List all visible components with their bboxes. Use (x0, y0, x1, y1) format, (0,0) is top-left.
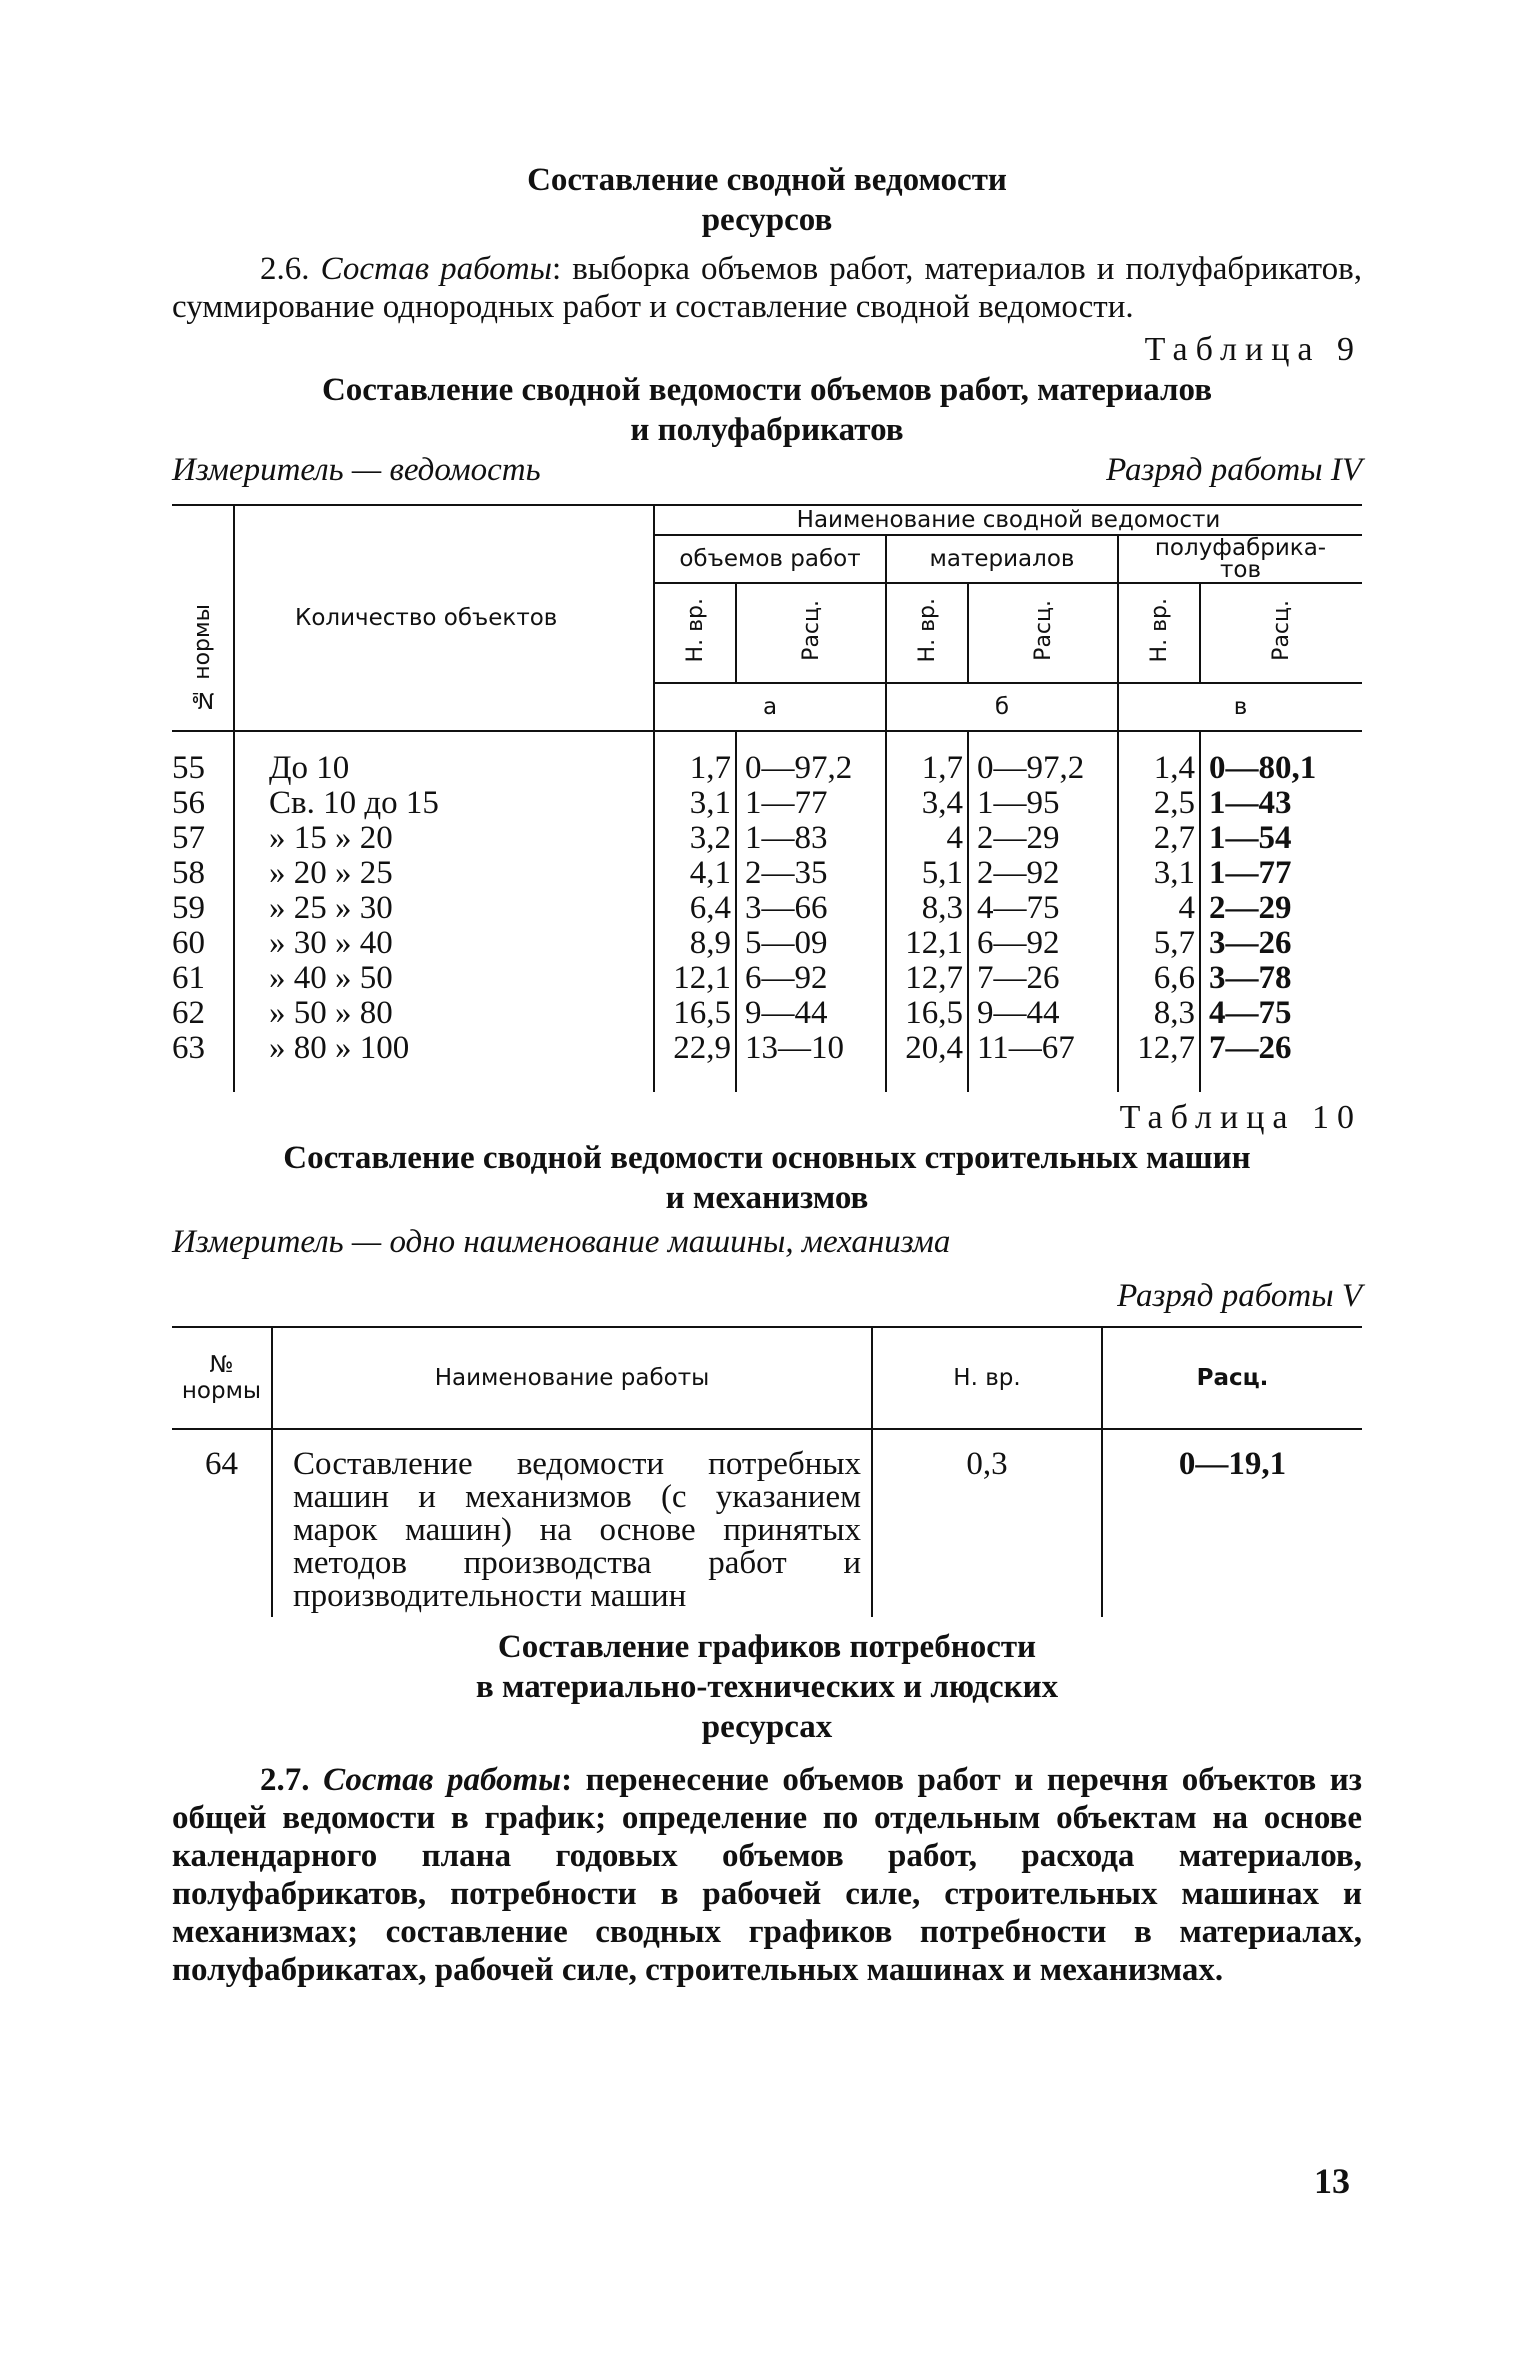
norm-number: 56 (172, 785, 205, 821)
time-norm: 8,9 (654, 926, 736, 961)
object-count: До 10 (234, 751, 654, 786)
header-semifinished: полуфабрика- тов (1118, 535, 1362, 583)
rate: 1—43 (1200, 786, 1362, 821)
rate: 3—78 (1200, 961, 1362, 996)
table-row (172, 1429, 1362, 1617)
rate: 1—95 (968, 786, 1118, 821)
header-rasc: Расц. (1030, 600, 1056, 661)
header-nvr: Н. вр. (682, 598, 708, 663)
norm-number: 58 (172, 855, 205, 891)
table-row (172, 856, 1362, 891)
time-norm: 16,5 (654, 996, 736, 1031)
rate: 3—66 (736, 891, 886, 926)
table-row (172, 961, 1362, 996)
norm-number: 59 (172, 890, 205, 926)
table-title: Составление сводной ведомости основных строительных машин и механизмов (283, 1140, 1251, 1216)
rate: 0—80,1 (1200, 751, 1362, 786)
time-norm: 5,7 (1118, 926, 1200, 961)
header-rasc: Расц. (1102, 1327, 1362, 1429)
table-10 (172, 1326, 1362, 1617)
rate: 2—29 (1200, 891, 1362, 926)
object-count: » 20 » 25 (234, 856, 654, 891)
rate: 5—09 (736, 926, 886, 961)
header-group: Наименование сводной ведомости (654, 505, 1362, 535)
header-quantity: Количество объектов (234, 505, 654, 731)
rate: 4—75 (968, 891, 1118, 926)
paragraph-2-7: 2.7. Состав работы: перенесение объемов работ и перечня объектов из общей ведомости в график; определение по отдельным объектам на основе календарного плана годовых объемов работ, расхода материалов, полуфабрикатов, потребности в рабочей силе, строительных машинах и механизмах; составление сводных графиков потребности в материалах, полуфабрикатах, рабочей силе, строительных машинах и механизмах. (172, 1762, 1363, 1988)
table-label: Таблица 10 (1119, 1099, 1362, 1136)
rate: 1—83 (736, 821, 886, 856)
header-col-a: а (654, 683, 886, 731)
header-col-v: в (1118, 683, 1362, 731)
time-norm: 12,7 (1118, 1031, 1200, 1066)
header-nvr: Н. вр. (1146, 598, 1172, 663)
norm-number: 55 (172, 750, 205, 786)
header-col-b: б (886, 683, 1118, 731)
table-row (172, 926, 1362, 961)
norm-number: 64 (205, 1446, 238, 1482)
rate: 3—26 (1200, 926, 1362, 961)
time-norm: 1,7 (654, 751, 736, 786)
table-9-body (172, 751, 1362, 1066)
header-norm: № нормы (190, 604, 215, 712)
rate: 9—44 (968, 996, 1118, 1031)
table-label: Таблица 9 (1144, 331, 1362, 368)
object-count: » 15 » 20 (234, 821, 654, 856)
object-count: » 30 » 40 (234, 926, 654, 961)
page (172, 160, 1363, 2201)
rate: 0—19,1 (1102, 1429, 1362, 1617)
section-title: Составление графиков потребности в материально-технических и людских ресурсах (475, 1629, 1059, 1745)
time-norm: 16,5 (886, 996, 968, 1031)
work-grade: Разряд работы V (1117, 1278, 1362, 1314)
time-norm: 1,4 (1118, 751, 1200, 786)
table-row (172, 751, 1362, 786)
rate: 4—75 (1200, 996, 1362, 1031)
paragraph-2-6: 2.6. Состав работы: выборка объемов работ, материалов и полуфабрикатов, суммирование однородных работ и составление сводной ведомости. (172, 251, 1362, 325)
time-norm: 1,7 (886, 751, 968, 786)
rate: 7—26 (1200, 1031, 1362, 1066)
time-norm: 3,1 (1118, 856, 1200, 891)
rate: 1—77 (1200, 856, 1362, 891)
table-9 (172, 504, 1362, 1092)
header-rasc: Расц. (798, 600, 824, 661)
time-norm: 20,4 (886, 1031, 968, 1066)
header-rasc: Расц. (1269, 600, 1294, 661)
rate: 2—29 (968, 821, 1118, 856)
table-row (172, 1031, 1362, 1066)
time-norm: 4,1 (654, 856, 736, 891)
time-norm: 4 (886, 821, 968, 856)
time-norm: 2,5 (1118, 786, 1200, 821)
rate: 1—77 (736, 786, 886, 821)
header-norm: № нормы (172, 1327, 272, 1429)
rate: 9—44 (736, 996, 886, 1031)
rate: 7—26 (968, 961, 1118, 996)
time-norm: 8,3 (886, 891, 968, 926)
table-row (172, 786, 1362, 821)
header-volumes: объемов работ (654, 535, 886, 583)
norm-number: 61 (172, 960, 205, 996)
norm-number: 60 (172, 925, 205, 961)
time-norm: 5,1 (886, 856, 968, 891)
rate: 0—97,2 (736, 751, 886, 786)
rate: 1—54 (1200, 821, 1362, 856)
time-norm: 4 (1118, 891, 1200, 926)
measure-unit: Измеритель — одно наименование машины, механизма (172, 1224, 951, 1260)
time-norm: 8,3 (1118, 996, 1200, 1031)
time-norm: 6,4 (654, 891, 736, 926)
section-title-line: Составление сводной ведомости (527, 162, 1007, 198)
time-norm: 22,9 (654, 1031, 736, 1066)
table-meta (172, 450, 1362, 490)
time-norm: 6,6 (1118, 961, 1200, 996)
time-norm: 12,1 (654, 961, 736, 996)
table-row (172, 821, 1362, 856)
table-row (172, 996, 1362, 1031)
time-norm: 0,3 (872, 1429, 1102, 1617)
rate: 6—92 (736, 961, 886, 996)
norm-number: 62 (172, 995, 205, 1031)
measure-unit: Измеритель — ведомость (172, 452, 541, 488)
rate: 2—35 (736, 856, 886, 891)
object-count: » 25 » 30 (234, 891, 654, 926)
work-name: Составление ведомости потребных машин и механизмов (с указанием марок машин) на основе принятых методов производства работ и производительности машин (272, 1429, 872, 1617)
time-norm: 2,7 (1118, 821, 1200, 856)
header-nvr: Н. вр. (872, 1327, 1102, 1429)
work-grade: Разряд работы IV (1106, 452, 1362, 488)
norm-number: 57 (172, 820, 205, 856)
time-norm: 12,7 (886, 961, 968, 996)
rate: 13—10 (736, 1031, 886, 1066)
time-norm: 12,1 (886, 926, 968, 961)
table-row (172, 891, 1362, 926)
norm-number: 63 (172, 1030, 205, 1066)
header-name: Наименование работы (272, 1327, 872, 1429)
object-count: » 40 » 50 (234, 961, 654, 996)
page-number: 13 (1314, 2161, 1350, 2201)
object-count: » 80 » 100 (234, 1031, 654, 1066)
object-count: » 50 » 80 (234, 996, 654, 1031)
object-count: Св. 10 до 15 (234, 786, 654, 821)
time-norm: 3,1 (654, 786, 736, 821)
time-norm: 3,4 (886, 786, 968, 821)
rate: 11—67 (968, 1031, 1118, 1066)
section-title-line: ресурсов (701, 202, 833, 238)
header-nvr: Н. вр. (914, 598, 940, 663)
rate: 6—92 (968, 926, 1118, 961)
table-title: Составление сводной ведомости объемов работ, материалов и полуфабрикатов (321, 372, 1213, 448)
header-materials: материалов (886, 535, 1118, 583)
rate: 0—97,2 (968, 751, 1118, 786)
rate: 2—92 (968, 856, 1118, 891)
table-meta (172, 1222, 1362, 1262)
section-title (172, 160, 1362, 240)
time-norm: 3,2 (654, 821, 736, 856)
